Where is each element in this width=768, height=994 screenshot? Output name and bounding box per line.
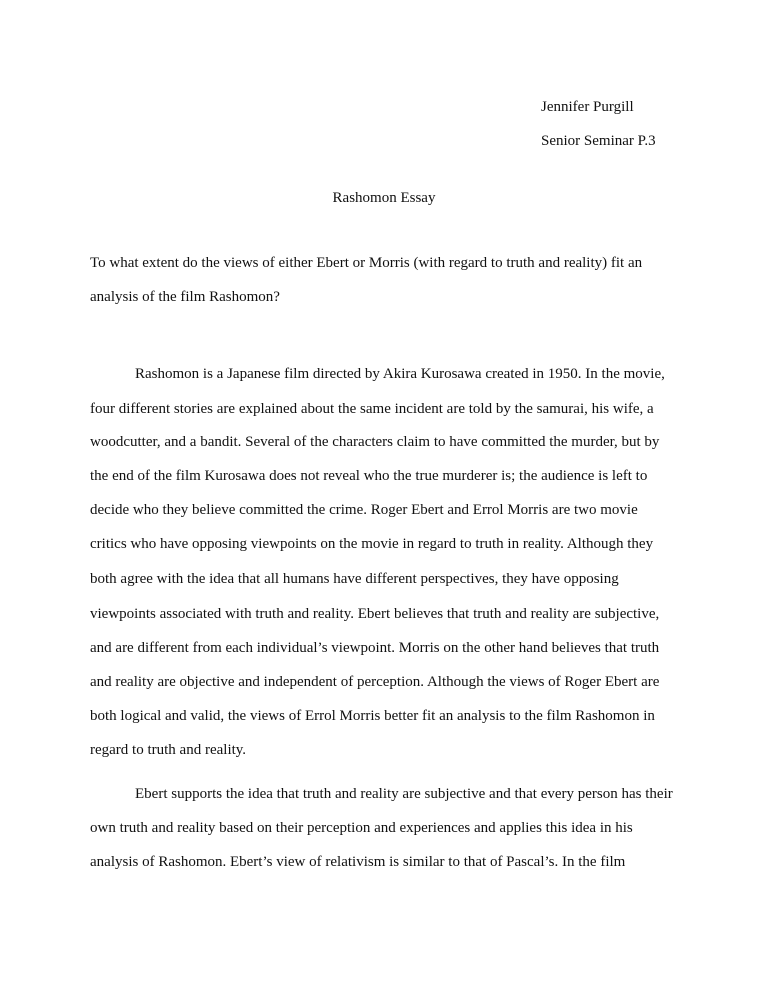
author-name: Jennifer Purgill: [541, 99, 634, 115]
paragraph2-line: own truth and reality based on their perception and experiences and applies this idea in his: [90, 820, 633, 836]
paragraph2-line: analysis of Rashomon. Ebert’s view of relativism is similar to that of Pascal’s. In the film: [90, 854, 626, 870]
paragraph1-line: Rashomon is a Japanese film directed by Akira Kurosawa created in 1950. In the movie,: [135, 366, 665, 382]
paragraph1-line: decide who they believe committed the crime. Roger Ebert and Errol Morris are two movie: [90, 502, 638, 518]
paragraph1-line: regard to truth and reality.: [90, 742, 247, 758]
paragraph1-line: both logical and valid, the views of Errol Morris better fit an analysis to the film Rashomon in: [90, 708, 655, 724]
paragraph2-line: Ebert supports the idea that truth and reality are subjective and that every person has their: [135, 786, 673, 802]
paragraph1-line: and are different from each individual’s viewpoint. Morris on the other hand believes that truth: [90, 640, 660, 656]
paragraph1-line: both agree with the idea that all humans have different perspectives, they have opposing: [90, 571, 619, 587]
essay-prompt: [90, 246, 680, 314]
prompt-line: To what extent do the views of either Ebert or Morris (with regard to truth and reality) fit an: [90, 255, 643, 271]
paragraph1-line: critics who have opposing viewpoints on the movie in regard to truth in reality. Although they: [90, 536, 654, 552]
prompt-line: analysis of the film Rashomon?: [90, 289, 280, 305]
paragraph1-line: and reality are objective and independent of perception. Although the views of Roger Ebert are: [90, 674, 660, 690]
paragraph1-line: the end of the film Kurosawa does not reveal who the true murderer is; the audience is left to: [90, 468, 648, 484]
paragraph1-line: four different stories are explained about the same incident are told by the samurai, his wife, a: [90, 401, 654, 417]
paragraph1-line: viewpoints associated with truth and reality. Ebert believes that truth and reality are subjective,: [90, 606, 660, 622]
header-block: [541, 90, 656, 158]
essay-title: Rashomon Essay: [332, 190, 436, 206]
course-name: Senior Seminar P.3: [541, 133, 656, 149]
paragraph1-line: woodcutter, and a bandit. Several of the characters claim to have committed the murder, but by: [90, 434, 660, 450]
